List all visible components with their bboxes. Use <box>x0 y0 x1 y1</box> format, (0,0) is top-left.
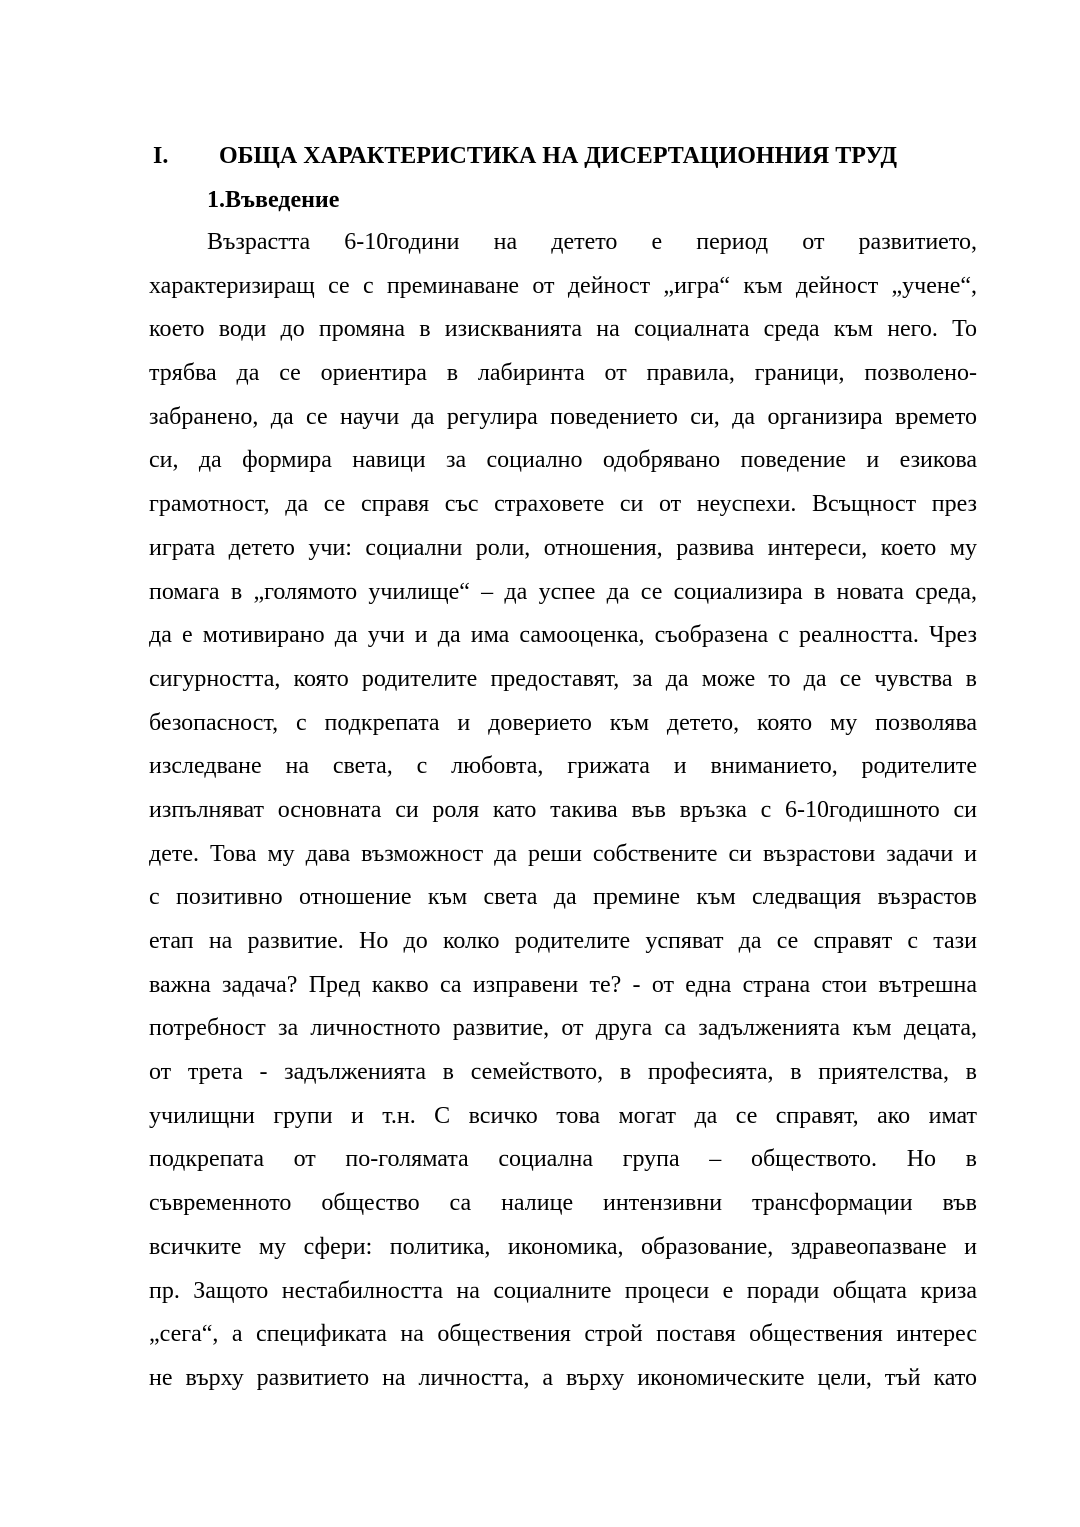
section-heading: 1.Въведение <box>207 187 340 213</box>
chapter-number: I. <box>153 143 169 169</box>
chapter-title: ОБЩА ХАРАКТЕРИСТИКА НА ДИСЕРТАЦИОННИЯ ТРУД <box>219 143 898 169</box>
paragraph-line: всичките му сфери: политика, икономика, образование, здравеопазване и <box>149 1233 977 1260</box>
paragraph-line: играта детето учи: социални роли, отношения, развива интереси, което му <box>149 534 977 561</box>
chapter-heading <box>153 140 983 172</box>
paragraph-line: грамотност, да се справя със страховете си от неуспехи. Всъщност през <box>149 491 977 518</box>
paragraph-line: безопасност, с подкрепата и доверието към детето, която му позволява <box>149 709 977 736</box>
body-paragraph <box>149 221 977 1401</box>
paragraph-line: „сега“, а спецификата на обществения строй поставя обществения интерес <box>149 1321 977 1348</box>
paragraph-line: сигурността, която родителите предоставят, за да може то да се чувства в <box>149 665 977 692</box>
paragraph-line: от трета - задълженията в семейството, в професията, в приятелства, в <box>149 1059 977 1086</box>
paragraph-line: не върху развитието на личността, а върху икономическите цели, тъй като <box>149 1364 977 1391</box>
paragraph-line: забранено, да се научи да регулира поведението си, да организира времето <box>149 403 977 430</box>
paragraph-line: да е мотивирано да учи и да има самооценка, съобразена с реалността. Чрез <box>149 622 977 649</box>
paragraph-line: дете. Това му дава възможност да реши собствените си възрастови задачи и <box>149 840 977 867</box>
paragraph-line: помага в „голямото училище“ – да успее да се социализира в новата среда, <box>149 578 977 605</box>
paragraph-line: изпълняват основната си роля като такива във връзка с 6-10годишното си <box>149 796 977 823</box>
paragraph-line: което води до промяна в изискванията на социалната среда към него. То <box>149 316 977 343</box>
paragraph-line: важна задача? Пред какво са изправени те? - от една страна стои вътрешна <box>149 971 977 998</box>
paragraph-line: трябва да се ориентира в лабиринта от правила, граници, позволено- <box>149 360 977 387</box>
paragraph-line: изследване на света, с любовта, грижата и вниманието, родителите <box>149 753 977 780</box>
paragraph-line: пр. Защото нестабилността на социалните процеси е поради общата криза <box>149 1277 977 1304</box>
paragraph-line: си, да формира навици за социално одобрявано поведение и езикова <box>149 447 977 474</box>
paragraph-line: етап на развитие. Но до колко родителите успяват да се справят с тази <box>149 928 977 954</box>
paragraph-line: училищни групи и т.н. С всичко това могат да се справят, ако имат <box>149 1102 977 1129</box>
paragraph-line: потребност за личностното развитие, от друга са задълженията към децата, <box>149 1015 977 1042</box>
paragraph-line: съвременното общество са налице интензивни трансформации във <box>149 1190 977 1217</box>
paragraph-line: с позитивно отношение към света да премине към следващия възрастов <box>149 884 977 911</box>
paragraph-line: подкрепата от по-голямата социална група – обществото. Но в <box>149 1146 977 1173</box>
paragraph-line: характеризиращ се с преминаване от дейност „игра“ към дейност „учене“, <box>149 272 977 299</box>
paragraph-line: Възрастта 6-10години на детето е период от развитието, <box>207 229 977 255</box>
